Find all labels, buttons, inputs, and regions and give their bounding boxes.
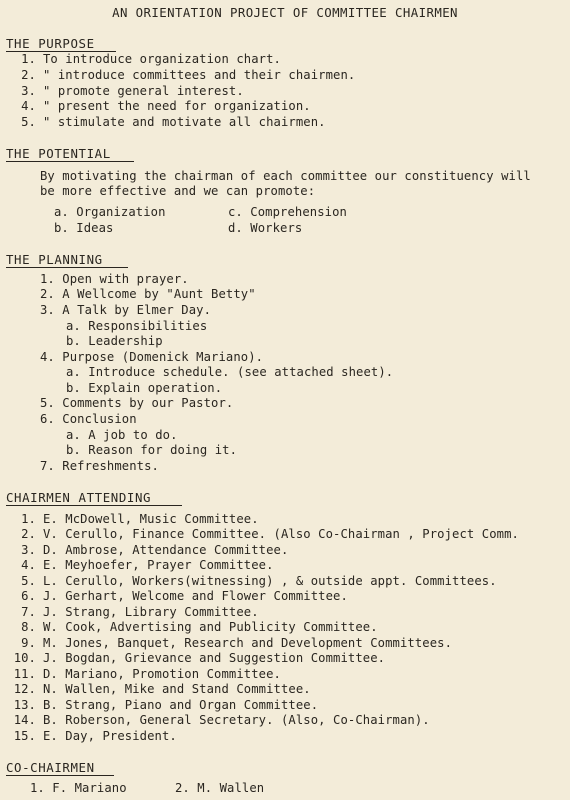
cochairmen-heading: CO-CHAIRMEN bbox=[6, 760, 95, 775]
purpose-item: 2. " introduce committees and their chairmen. bbox=[21, 68, 356, 82]
attending-item: 5. L. Cerullo, Workers(witnessing) , & outside appt. Committees. bbox=[21, 574, 497, 588]
planning-item: 1. Open with prayer. bbox=[40, 272, 189, 286]
planning-heading: THE PLANNING bbox=[6, 252, 103, 267]
potential-paragraph: By motivating the chairman of each committee our constituency will bbox=[40, 169, 531, 183]
planning-item: 5. Comments by our Pastor. bbox=[40, 396, 234, 410]
attending-item: 11. D. Mariano, Promotion Committee. bbox=[13, 667, 281, 681]
cochairmen-item: 1. F. Mariano bbox=[30, 781, 127, 795]
planning-subitem: b. Leadership bbox=[66, 334, 163, 348]
planning-subitem: a. A job to do. bbox=[66, 428, 178, 442]
potential-option: d. Workers bbox=[228, 221, 303, 235]
potential-paragraph: be more effective and we can promote: bbox=[40, 184, 316, 198]
purpose-item: 4. " present the need for organization. bbox=[21, 99, 311, 113]
attending-item: 6. J. Gerhart, Welcome and Flower Committee. bbox=[21, 589, 348, 603]
planning-item: 3. A Talk by Elmer Day. bbox=[40, 303, 212, 317]
attending-item: 9. M. Jones, Banquet, Research and Development Committees. bbox=[21, 636, 453, 650]
purpose-item: 1. To introduce organization chart. bbox=[21, 52, 281, 66]
attending-item: 3. D. Ambrose, Attendance Committee. bbox=[21, 543, 289, 557]
attending-heading-underline bbox=[6, 505, 182, 506]
potential-option: b. Ideas bbox=[54, 221, 114, 235]
planning-item: 4. Purpose (Domenick Mariano). bbox=[40, 350, 264, 364]
purpose-item: 5. " stimulate and motivate all chairmen. bbox=[21, 115, 326, 129]
planning-item: 6. Conclusion bbox=[40, 412, 137, 426]
attending-heading: CHAIRMEN ATTENDING bbox=[6, 490, 152, 505]
potential-option: a. Organization bbox=[54, 205, 166, 219]
planning-subitem: a. Responsibilities bbox=[66, 319, 208, 333]
document-title: AN ORIENTATION PROJECT OF COMMITTEE CHAIRMEN bbox=[112, 5, 458, 20]
planning-item: 2. A Wellcome by "Aunt Betty" bbox=[40, 287, 256, 301]
attending-item: 1. E. McDowell, Music Committee. bbox=[21, 512, 259, 526]
attending-item: 14. B. Roberson, General Secretary. (Also, Co-Chairman). bbox=[13, 713, 430, 727]
purpose-heading: THE PURPOSE bbox=[6, 36, 95, 51]
attending-item: 8. W. Cook, Advertising and Publicity Committee. bbox=[21, 620, 378, 634]
potential-option: c. Comprehension bbox=[228, 205, 347, 219]
planning-subitem: b. Explain operation. bbox=[66, 381, 223, 395]
planning-heading-underline bbox=[6, 267, 128, 268]
planning-item: 7. Refreshments. bbox=[40, 459, 159, 473]
potential-heading-underline bbox=[6, 161, 134, 162]
attending-item: 12. N. Wallen, Mike and Stand Committee. bbox=[13, 682, 311, 696]
cochairmen-heading-underline bbox=[6, 775, 114, 776]
planning-subitem: b. Reason for doing it. bbox=[66, 443, 238, 457]
attending-item: 4. E. Meyhoefer, Prayer Committee. bbox=[21, 558, 274, 572]
attending-item: 15. E. Day, President. bbox=[13, 729, 177, 743]
attending-item: 13. B. Strang, Piano and Organ Committee. bbox=[13, 698, 319, 712]
purpose-item: 3. " promote general interest. bbox=[21, 84, 244, 98]
attending-item: 2. V. Cerullo, Finance Committee. (Also Co-Chairman , Project Comm. bbox=[21, 527, 519, 541]
planning-subitem: a. Introduce schedule. (see attached sheet). bbox=[66, 365, 394, 379]
attending-item: 7. J. Strang, Library Committee. bbox=[21, 605, 259, 619]
potential-heading: THE POTENTIAL bbox=[6, 146, 111, 161]
attending-item: 10. J. Bogdan, Grievance and Suggestion Committee. bbox=[13, 651, 386, 665]
cochairmen-item: 2. M. Wallen bbox=[175, 781, 265, 795]
